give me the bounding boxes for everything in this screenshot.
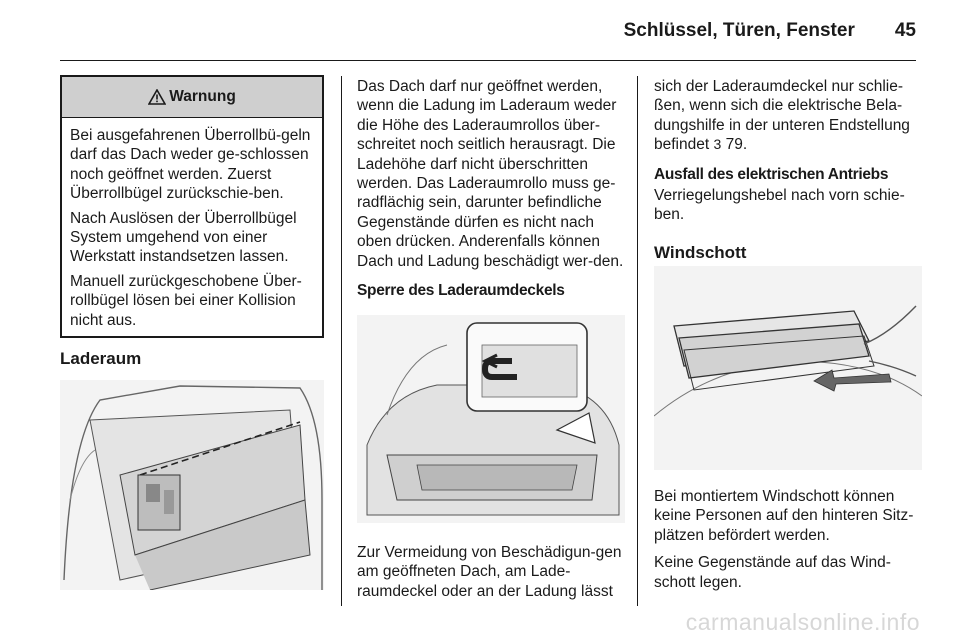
column-divider-2 [637, 76, 638, 606]
page-reference-link[interactable]: 79. [721, 136, 748, 154]
warning-paragraph: Nach Auslösen der Überrollbügel System umgehend von einer Werkstatt instandsetzen lassen. [70, 209, 297, 266]
continued-text: sich der Laderaumdeckel nur schlie-ßen, wenn sich die elektrische Bela-dungshilfe in der unteren Endstellung befindet [654, 78, 910, 154]
page-number: 45 [894, 20, 916, 41]
ausfall-paragraph: Verriegelungshebel nach vorn schie-ben. [654, 187, 905, 224]
laderaum-illustration [60, 380, 324, 590]
right-column-bottom [654, 487, 922, 600]
watermark: carmanualsonline.info [685, 609, 920, 635]
header-rule [60, 60, 916, 61]
column-divider-1 [341, 76, 342, 606]
warning-paragraph: Bei ausgefahrenen Überrollbü-geln darf das Dach weder ge-schlossen noch geöffnet werden. Zuerst Überrollbügel zurückschie-ben. [70, 127, 311, 203]
windschott-illustration [654, 266, 922, 470]
middle-column [357, 77, 625, 302]
chapter-title: Schlüssel, Türen, Fenster [623, 20, 855, 41]
warning-header [62, 77, 322, 118]
page-header [624, 20, 916, 42]
middle-column-bottom [357, 543, 625, 609]
warning-paragraph: Manuell zurückgeschobene Über-rollbügel lösen bei einer Kollision nicht aus. [70, 272, 302, 329]
sperre-heading: Sperre des Laderaumdeckels [357, 282, 565, 300]
continued-paragraph [654, 77, 922, 155]
ausfall-heading: Ausfall des elektrischen Antriebs [654, 165, 889, 183]
laderaum-title: Laderaum [60, 349, 142, 368]
right-column [654, 77, 922, 262]
warning-body [62, 118, 322, 330]
page-reference-arrow-icon: 3 [713, 136, 722, 153]
windschott-paragraph-1: Bei montiertem Windschott können keine Personen auf den hinteren Sitz-plätzen befördert werden. [654, 488, 914, 544]
windschott-title: Windschott [654, 242, 747, 262]
windschott-paragraph-2: Keine Gegenstände auf das Wind-schott legen. [654, 554, 891, 591]
trunk-lock-illustration [357, 315, 625, 523]
warning-heading: Warnung [169, 88, 236, 105]
warning-box [60, 75, 324, 338]
warning-triangle-icon [148, 89, 166, 105]
roof-intro-paragraph: Das Dach darf nur geöffnet werden, wenn die Ladung im Laderaum weder die Höhe des Laderaumrollos über-schreitet noch seitlich herausragt. Die Ladehöhe darf nicht überschritten werden. Das Laderaumrollo muss ge-radflächig sein, darunter befindliche Gegenstände dürfen es nicht nach oben drücken. Anderenfalls können Dach und Ladung beschädigt wer-den. [357, 78, 624, 270]
damage-paragraph: Zur Vermeidung von Beschädigun-gen am geöffneten Dach, am Lade-raumdeckel oder an der Ladung lässt [357, 544, 622, 600]
